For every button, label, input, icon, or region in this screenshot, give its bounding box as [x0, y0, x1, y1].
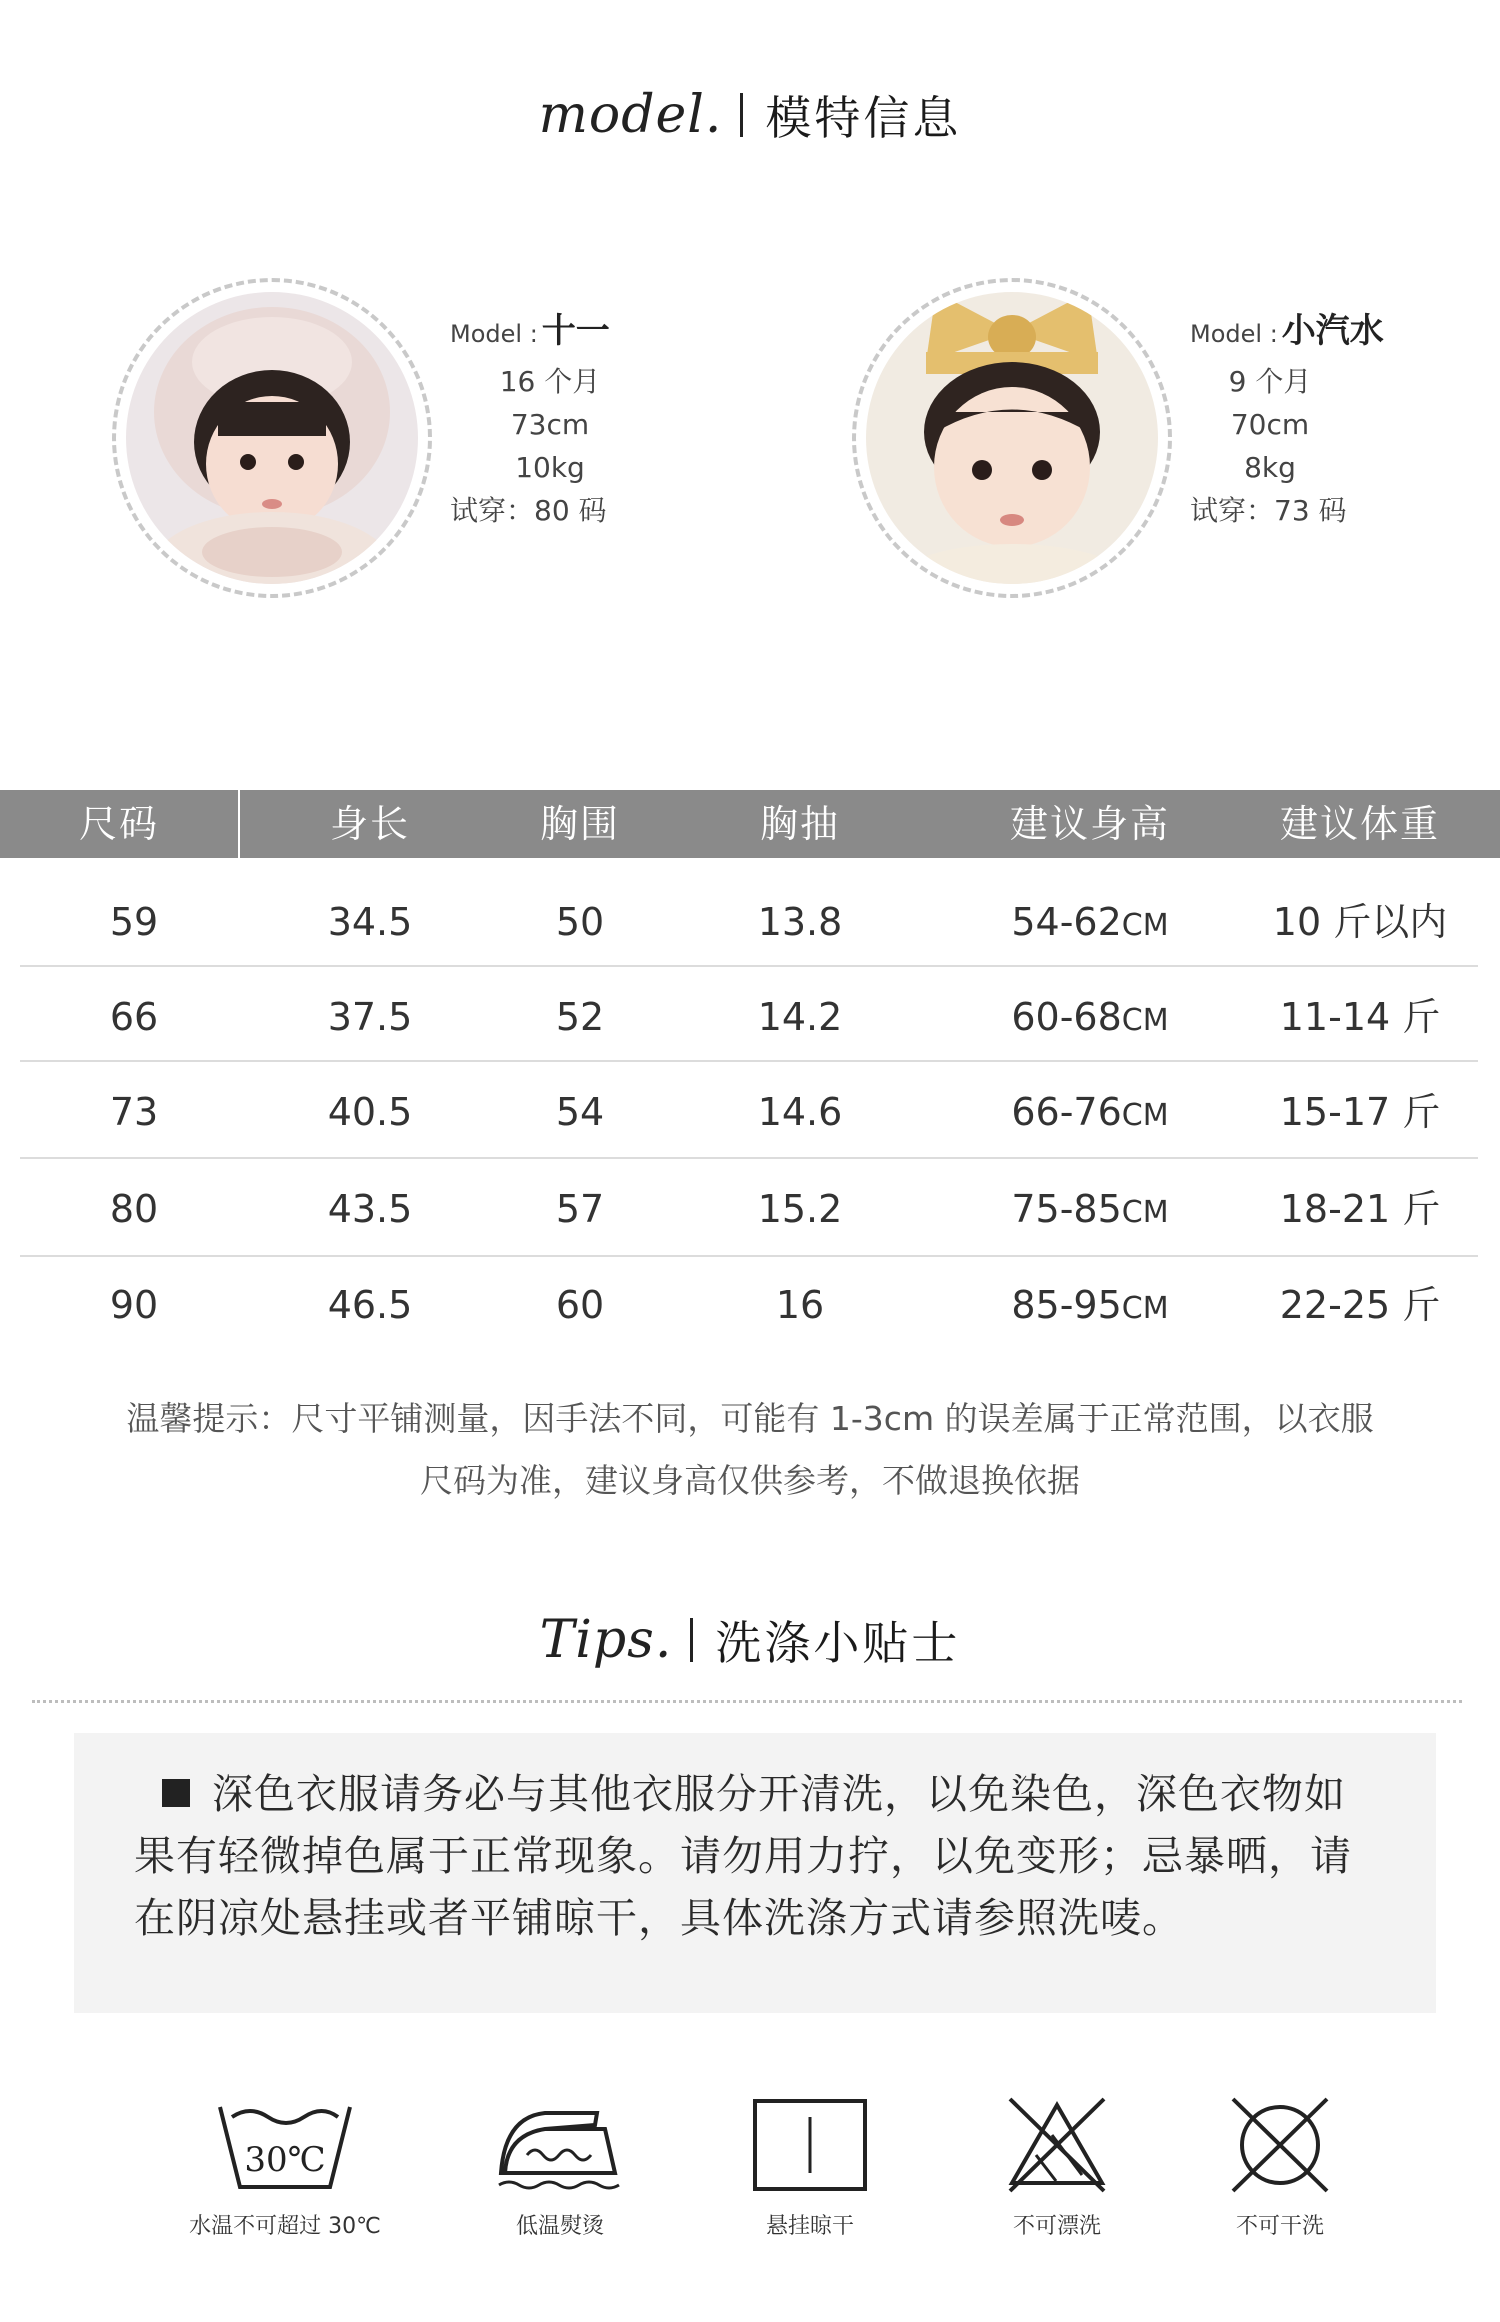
height-unit: CM [1121, 908, 1169, 943]
header-size: 尺码 [78, 802, 159, 846]
model-weight: 8kg [1244, 451, 1296, 484]
row-divider [20, 1157, 1478, 1159]
cell-chest-pull: 15.2 [757, 1187, 843, 1231]
header-length: 身长 [329, 802, 410, 846]
tips-box [74, 1733, 1436, 2013]
height-range: 75-85 [1011, 1187, 1122, 1231]
model-info-2 [1190, 310, 1410, 532]
model-name: 十一 [541, 311, 610, 351]
model-card-1 [112, 278, 672, 608]
height-unit: CM [1121, 1003, 1169, 1038]
size-notice [0, 1388, 1500, 1512]
low-iron-icon [485, 2095, 635, 2195]
cell-size: 59 [109, 900, 159, 944]
header-chest-pull: 胸抽 [759, 802, 840, 846]
care-item-iron [460, 2095, 660, 2240]
row-divider [20, 1255, 1478, 1257]
model-name: 小汽水 [1281, 311, 1384, 351]
model-age: 9 个月 [1228, 365, 1312, 398]
header-suggested-weight: 建议体重 [1279, 802, 1440, 846]
model-photo [126, 292, 418, 584]
care-label: 低温熨烫 [515, 2214, 604, 2239]
table-row [0, 875, 1500, 970]
cell-chest: 50 [555, 900, 605, 944]
title-divider [740, 93, 743, 137]
height-range: 85-95 [1011, 1283, 1122, 1327]
model-card-2 [852, 278, 1412, 608]
cell-length: 40.5 [327, 1090, 413, 1134]
care-item-no-bleach [957, 2095, 1157, 2240]
row-divider [20, 1060, 1478, 1062]
cell-chest: 54 [555, 1090, 605, 1134]
cell-size: 90 [109, 1283, 159, 1327]
cell-height [960, 1065, 1220, 1160]
cell-length: 43.5 [327, 1187, 413, 1231]
cell-size: 80 [109, 1187, 159, 1231]
tips-section-title [0, 1605, 1500, 1675]
wash-temp-text: 30℃ [244, 2140, 326, 2180]
height-unit: CM [1121, 1291, 1169, 1326]
model-tryon-size: 试穿：73 码 [1190, 494, 1347, 527]
tips-text [134, 1763, 1374, 1949]
title-divider [690, 1618, 693, 1662]
height-range: 66-76 [1011, 1090, 1122, 1134]
notice-line-1: 温馨提示：尺寸平铺测量，因手法不同，可能有 1-3cm 的误差属于正常范围，以衣服 [126, 1399, 1374, 1438]
tips-script-word: Tips. [539, 1610, 673, 1670]
care-item-no-dry-clean [1180, 2095, 1380, 2240]
height-unit: CM [1121, 1098, 1169, 1133]
height-unit: CM [1121, 1195, 1169, 1230]
no-dry-clean-icon [1205, 2095, 1355, 2195]
header-suggested-height: 建议身高 [1009, 802, 1170, 846]
cell-weight: 11-14 斤 [1279, 995, 1441, 1039]
cell-size: 73 [109, 1090, 159, 1134]
size-table-header [0, 790, 1500, 858]
model-weight: 10kg [515, 451, 585, 484]
model-height: 70cm [1230, 408, 1310, 441]
model-height: 73cm [510, 408, 590, 441]
model-photo-frame [112, 278, 432, 598]
cell-chest-pull: 14.6 [757, 1090, 843, 1134]
cell-size: 66 [109, 995, 159, 1039]
cell-length: 37.5 [327, 995, 413, 1039]
model-photo [866, 292, 1158, 584]
tips-title: 洗涤小贴士 [715, 1616, 961, 1670]
model-label: Model : [1190, 320, 1278, 348]
cell-length: 46.5 [327, 1283, 413, 1327]
cell-chest: 60 [555, 1283, 605, 1327]
header-chest: 胸围 [539, 802, 620, 846]
cell-weight: 18-21 斤 [1279, 1187, 1441, 1231]
table-row [0, 970, 1500, 1065]
cell-weight: 15-17 斤 [1279, 1090, 1441, 1134]
table-row [0, 1258, 1500, 1353]
care-item-hang-dry [710, 2095, 910, 2240]
header-divider [238, 790, 240, 858]
row-divider [20, 965, 1478, 967]
cell-height [960, 875, 1220, 970]
care-label: 不可干洗 [1235, 2214, 1324, 2239]
cell-chest: 57 [555, 1187, 605, 1231]
tips-line-1: 深色衣服请务必与其他衣服分开清洗，以免染色，深色衣物如 [212, 1770, 1346, 1818]
model-label: Model : [450, 320, 538, 348]
tips-line-2: 果有轻微掉色属于正常现象。请勿用力拧，以免变形；忌暴晒，请 [134, 1832, 1352, 1880]
care-label: 不可漂洗 [1012, 2214, 1101, 2239]
no-bleach-icon [982, 2095, 1132, 2195]
notice-line-2: 尺码为准，建议身高仅供参考，不做退换依据 [420, 1461, 1080, 1500]
wash-30-icon [210, 2095, 360, 2195]
table-row [0, 1065, 1500, 1160]
cell-chest-pull: 13.8 [757, 900, 843, 944]
cell-chest-pull: 14.2 [757, 995, 843, 1039]
cell-height [960, 1258, 1220, 1353]
model-title: 模特信息 [765, 91, 962, 145]
cell-weight: 22-25 斤 [1279, 1283, 1441, 1327]
cell-chest-pull: 16 [775, 1283, 825, 1327]
cell-weight: 10 斤以内 [1272, 900, 1448, 944]
model-photo-frame [852, 278, 1172, 598]
dotted-divider [32, 1700, 1462, 1703]
height-range: 54-62 [1011, 900, 1122, 944]
model-info-1 [450, 310, 650, 532]
model-script-word: model. [538, 85, 723, 145]
model-section-title [0, 80, 1500, 150]
care-item-wash [185, 2095, 385, 2240]
table-row [0, 1162, 1500, 1257]
cell-height [960, 970, 1220, 1065]
care-label: 悬挂晾干 [765, 2214, 854, 2239]
model-tryon-size: 试穿：80 码 [450, 494, 607, 527]
tips-line-3: 在阴凉处悬挂或者平铺晾干，具体洗涤方式请参照洗唛。 [134, 1894, 1184, 1942]
cell-length: 34.5 [327, 900, 413, 944]
height-range: 60-68 [1011, 995, 1122, 1039]
care-label: 水温不可超过 30℃ [189, 2214, 381, 2239]
bullet-square-icon [162, 1779, 190, 1807]
hang-dry-icon [735, 2095, 885, 2195]
cell-chest: 52 [555, 995, 605, 1039]
cell-height [960, 1162, 1220, 1257]
model-age: 16 个月 [499, 365, 601, 398]
